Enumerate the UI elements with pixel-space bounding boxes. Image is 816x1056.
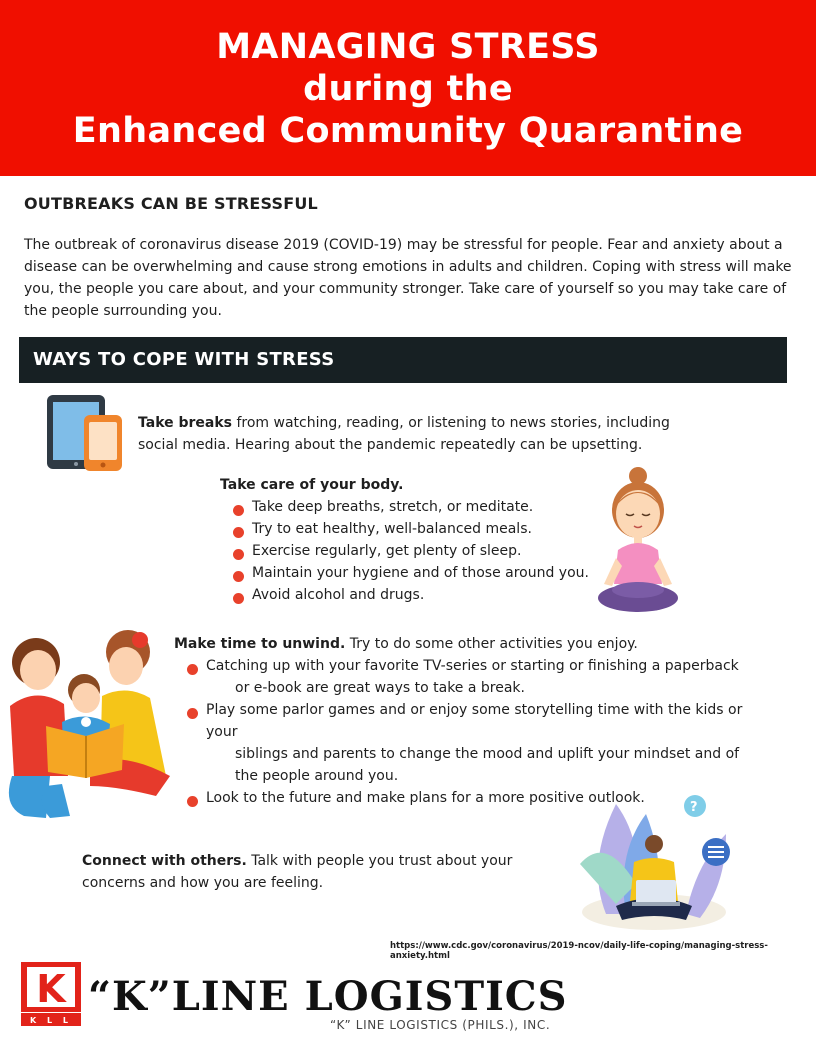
bullet-icon xyxy=(233,549,244,560)
source-url[interactable]: https://www.cdc.gov/coronavirus/2019-ncov/daily-life-coping/managing-stress-anxiety.html xyxy=(390,941,768,961)
take-breaks-text: from watching, reading, or listening to news stories, including social media. Hearing about the pandemic repeatedly can be upsetting. xyxy=(138,415,670,453)
connect-text: Talk with people you trust about your concerns and how you are feeling. xyxy=(82,853,513,891)
logo-mark-letter: K xyxy=(36,967,66,1011)
person-laptop-illustration xyxy=(576,794,736,934)
take-breaks-lead: Take breaks xyxy=(138,415,233,431)
logo-mark-icon xyxy=(21,962,81,1026)
section-title-ways: WAYS TO COPE WITH STRESS xyxy=(33,349,335,370)
devices-icon xyxy=(46,394,124,474)
bullet-icon xyxy=(233,527,244,538)
body-care-list xyxy=(220,496,589,606)
bullet-icon xyxy=(187,664,198,675)
list-item-continuation: siblings and parents to change the mood and uplift your mindset and of the people around you. xyxy=(235,746,740,784)
list-item xyxy=(220,518,589,540)
list-item-text: Exercise regularly, get plenty of sleep. xyxy=(252,543,522,559)
header-banner xyxy=(0,0,816,176)
list-item-text: Avoid alcohol and drugs. xyxy=(252,587,425,603)
list-item xyxy=(174,699,774,787)
list-item-text: Try to eat healthy, well-balanced meals. xyxy=(252,521,532,537)
unwind-list xyxy=(174,655,774,809)
meditating-woman-illustration xyxy=(596,466,680,616)
bullet-icon xyxy=(187,796,198,807)
brand-name: “K”LINE LOGISTICS xyxy=(88,973,568,1020)
bullet-icon xyxy=(233,571,244,582)
list-item-text: Take deep breaths, stretch, or meditate. xyxy=(252,499,534,515)
list-item xyxy=(220,496,589,518)
list-item xyxy=(220,540,589,562)
list-item-text: Play some parlor games and or enjoy some storytelling time with the kids or your xyxy=(206,702,743,740)
list-item xyxy=(174,655,774,699)
section-title-outbreaks: OUTBREAKS CAN BE STRESSFUL xyxy=(24,194,318,213)
bullet-icon xyxy=(187,708,198,719)
section-band-ways-to-cope xyxy=(19,337,787,383)
title-line-1: MANAGING STRESS xyxy=(216,27,600,67)
connect-paragraph xyxy=(82,850,562,894)
title-line-2: during the xyxy=(303,69,513,109)
body-care-lead: Take care of your body. xyxy=(220,477,404,493)
unwind-block xyxy=(174,633,774,809)
svg-text:?: ? xyxy=(690,800,698,815)
bullet-icon xyxy=(233,593,244,604)
unwind-lead: Make time to unwind. xyxy=(174,636,346,652)
brand-subtitle: “K” LINE LOGISTICS (PHILS.), INC. xyxy=(330,1018,551,1032)
intro-paragraph: The outbreak of coronavirus disease 2019 (COVID-19) may be stressful for people. Fear and anxiety about a disease can be overwhelming and cause strong emotions in adults and children. Coping with stress will make you, the people you care about, and your community stronger. Take care of yourself so you may take care of the people surrounding you. xyxy=(24,237,792,319)
logo-mark-caption: K L L xyxy=(30,1016,72,1025)
unwind-text: Try to do some other activities you enjoy. xyxy=(345,636,638,652)
list-item-text: Look to the future and make plans for a more positive outlook. xyxy=(206,790,645,806)
take-breaks-paragraph xyxy=(138,412,708,456)
family-reading-illustration xyxy=(6,626,174,822)
list-item xyxy=(220,584,589,606)
list-item-continuation: or e-book are great ways to take a break. xyxy=(235,680,525,696)
title-line-3: Enhanced Community Quarantine xyxy=(72,111,744,151)
list-item-text: Catching up with your favorite TV-series or starting or finishing a paperback xyxy=(206,658,739,674)
bullet-icon xyxy=(233,505,244,516)
connect-lead: Connect with others. xyxy=(82,853,247,869)
list-item xyxy=(220,562,589,584)
body-care-block xyxy=(220,474,589,606)
list-item-text: Maintain your hygiene and of those around you. xyxy=(252,565,589,581)
